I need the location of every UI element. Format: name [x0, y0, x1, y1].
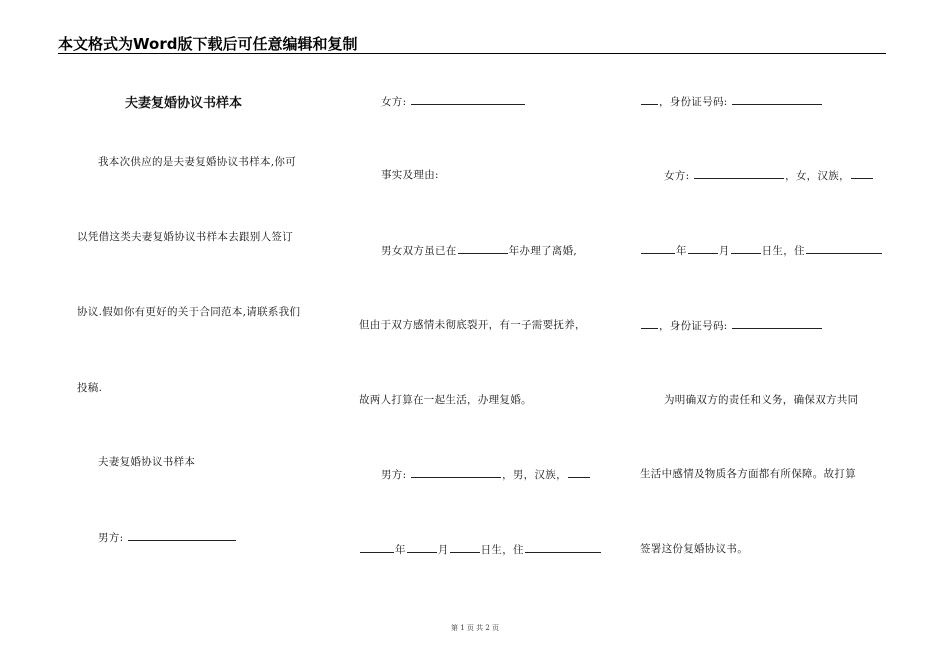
male-label: 男方: [98, 532, 124, 544]
page-number-footer: 第 1 页 共 2 页 [450, 624, 500, 632]
female-label-2: 女方: [664, 170, 690, 182]
intro-line-4: 投稿. [77, 382, 103, 394]
female-year-blank [641, 243, 675, 254]
male-label-2: 男方: [381, 469, 407, 481]
male-ethnic-blank [568, 467, 590, 478]
page-header-title: 本文格式为Word版下载后可任意编辑和复制 [58, 35, 358, 53]
sample-subtitle: 夫妻复婚协议书样本 [98, 456, 196, 468]
male-address-blank [525, 542, 601, 553]
document-title: 夫妻复婚协议书样本 [125, 96, 243, 111]
female-name-blank [411, 94, 525, 105]
closing-line-3: 签署这份复婚协议书。 [640, 543, 748, 555]
divorce-text-post: 年办理了离婚, [508, 245, 578, 257]
male-born-label: 日生，住 [480, 544, 524, 556]
female-detail-text: ，女，汉族， [785, 170, 850, 182]
female-month-label: 月 [718, 245, 730, 257]
female-detail-line [664, 168, 874, 183]
female-month-blank [688, 243, 718, 254]
female-year-label: 年 [676, 245, 687, 257]
id-number-blank-2 [732, 318, 822, 329]
divorce-year-blank [458, 243, 508, 254]
female-name-blank-2 [694, 168, 784, 179]
female-party-line [381, 94, 526, 109]
intro-line-1: 我本次供应的是夫妻复婚协议书样本,你可 [98, 156, 297, 168]
male-year-label: 年 [395, 544, 406, 556]
divorce-text-pre: 男女双方虽已在 [381, 245, 457, 257]
male-birth-line [359, 542, 602, 557]
id-number-line-1 [640, 94, 823, 109]
female-born-label: 日生，住 [761, 245, 805, 257]
male-detail-text: ，男，汉族， [502, 469, 567, 481]
facts-reasons-label: 事实及理由: [381, 169, 439, 181]
intro-line-3: 协议.假如你有更好的关于合同范本,请联系我们 [77, 306, 301, 318]
closing-line-2: 生活中感情及物质各方面都有所保障。故打算 [640, 468, 856, 480]
id-label-2: ，身份证号码: [659, 320, 728, 332]
female-address-blank [806, 243, 882, 254]
male-name-blank-2 [411, 467, 501, 478]
closing-line-1: 为明确双方的责任和义务，确保双方共同 [664, 394, 859, 406]
header-divider [58, 53, 886, 54]
id-number-line-2 [640, 318, 823, 333]
female-day-blank [731, 243, 761, 254]
reason-line-1: 但由于双方感情未彻底裂开，有一子需要抚养， [359, 319, 586, 331]
male-year-blank [360, 542, 394, 553]
female-label: 女方: [381, 96, 407, 108]
id-prefix-blank-2 [641, 318, 658, 329]
id-prefix-blank-1 [641, 94, 658, 105]
male-name-blank [128, 530, 236, 541]
id-label-1: ，身份证号码: [659, 96, 728, 108]
male-day-blank [450, 542, 480, 553]
male-detail-line [381, 467, 591, 482]
male-month-label: 月 [437, 544, 449, 556]
divorce-year-line [381, 243, 577, 258]
reason-line-2: 故两人打算在一起生活，办理复婚。 [359, 394, 532, 406]
male-month-blank [407, 542, 437, 553]
intro-line-2: 以凭借这类夫妻复婚协议书样本去跟别人签订 [77, 231, 293, 243]
female-ethnic-blank [851, 168, 873, 179]
male-party-line [98, 530, 237, 545]
female-birth-line [640, 243, 883, 258]
id-number-blank-1 [732, 94, 822, 105]
